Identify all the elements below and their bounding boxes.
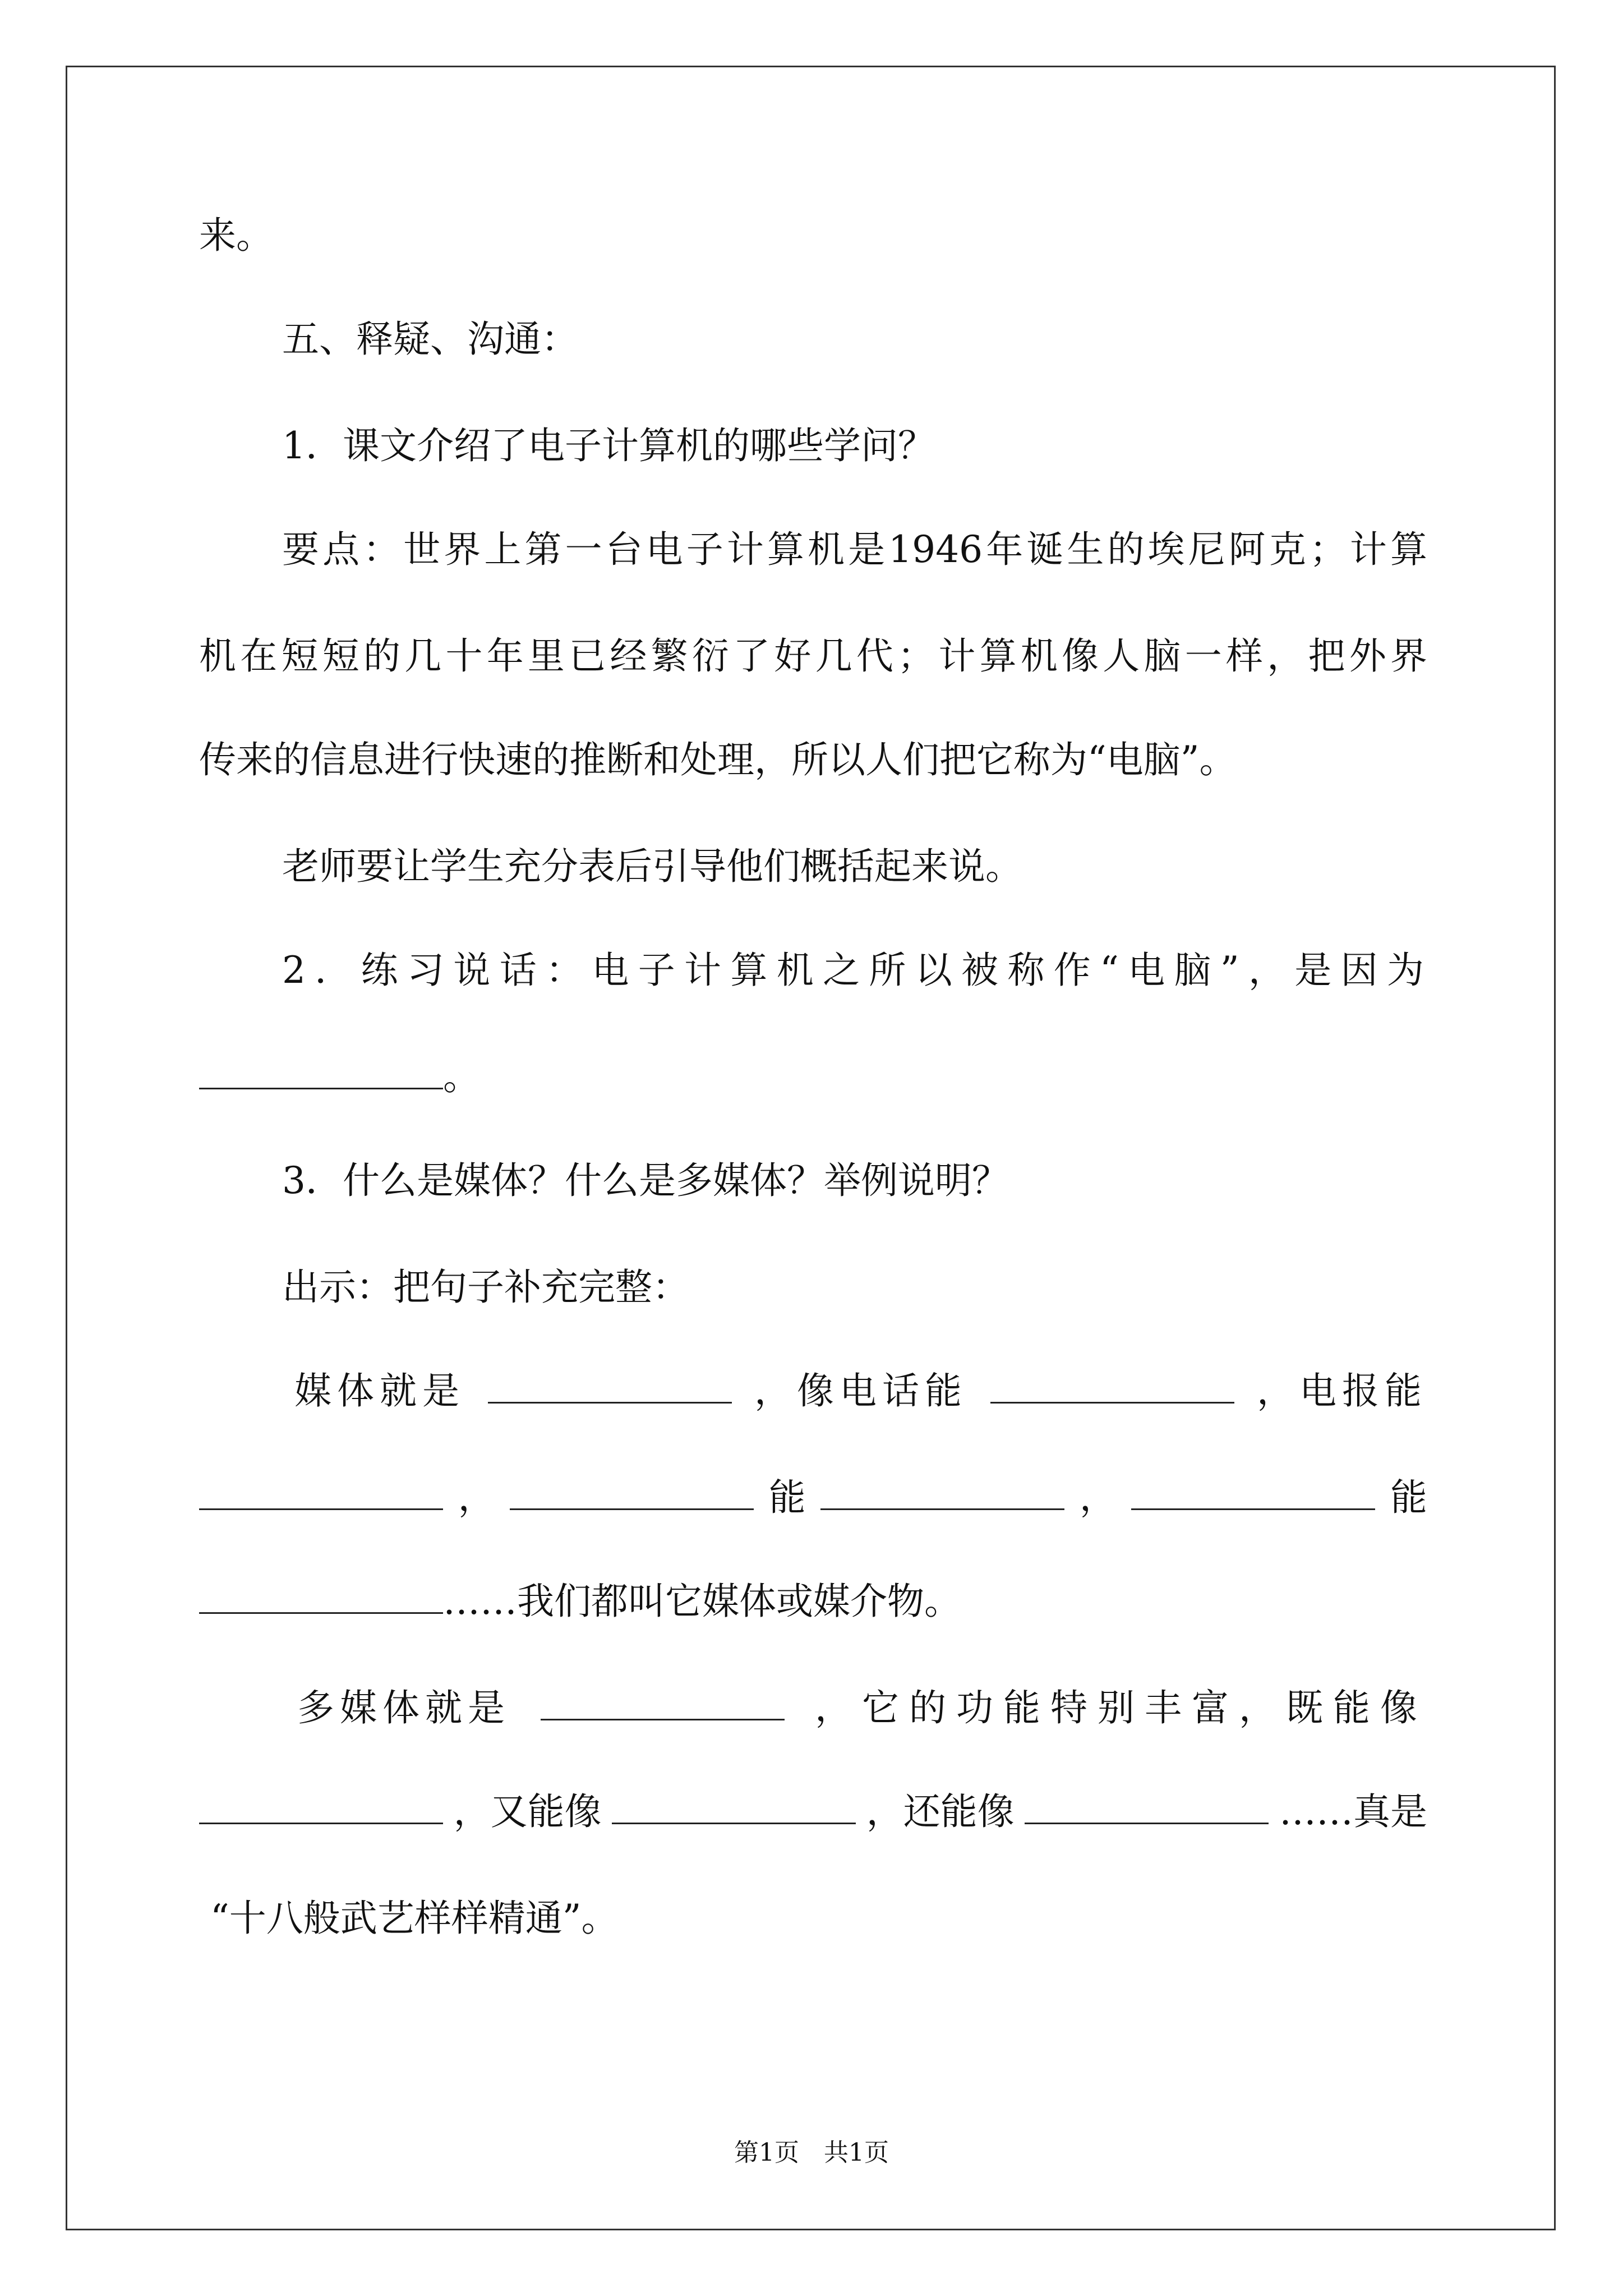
answer-blank[interactable]	[1131, 1476, 1375, 1510]
answer-blank[interactable]	[612, 1790, 856, 1824]
text-fragment: ，	[1079, 1476, 1117, 1519]
fill-line	[199, 1055, 1427, 1099]
answer-blank[interactable]	[541, 1686, 785, 1720]
text-line: 要点：世界上第一台电子计算机是1946年诞生的埃尼阿克；计算	[282, 528, 1427, 571]
text-line: 来。	[199, 214, 273, 257]
text-fragment: ……我们都叫它媒体或媒介物。	[443, 1580, 961, 1623]
text-line: “十八般武艺样样精通”。	[210, 1897, 619, 1940]
text-line: 老师要让学生充分表后引导他们概括起来说。	[282, 845, 1022, 888]
text-fragment: 多媒体就是	[297, 1686, 510, 1729]
text-fragment: ，还能像	[866, 1790, 1015, 1833]
text-line: 传来的信息进行快速的推断和处理，所以人们把它称为“电脑”。	[199, 738, 1237, 781]
answer-blank[interactable]	[820, 1476, 1064, 1510]
fill-line	[199, 1475, 1427, 1520]
instruction: 出示：把句子补充完整：	[282, 1266, 689, 1309]
answer-blank[interactable]	[1025, 1790, 1269, 1824]
text-fragment: ……真是	[1279, 1790, 1427, 1833]
text-fragment: ，它的功能特别丰富，既能像	[815, 1686, 1427, 1729]
fill-line	[294, 1369, 1427, 1414]
answer-blank[interactable]	[199, 1476, 443, 1510]
answer-blank[interactable]	[199, 1580, 443, 1614]
text-fragment: ，又能像	[453, 1790, 602, 1833]
text-fragment: 。	[443, 1055, 480, 1098]
text-fragment: 媒体就是	[294, 1369, 465, 1412]
text-fragment: ，	[458, 1476, 495, 1519]
answer-blank[interactable]	[990, 1369, 1234, 1404]
answer-blank[interactable]	[199, 1790, 443, 1824]
question-1: 1．课文介绍了电子计算机的哪些学问？	[282, 424, 935, 467]
section-heading: 五、释疑、沟通：	[282, 318, 578, 361]
text-fragment: ，像电话能	[754, 1369, 967, 1412]
fill-line	[297, 1686, 1427, 1731]
text-fragment: ，电报能	[1257, 1369, 1427, 1412]
text-line: 机在短短的几十年里已经繁衍了好几代；计算机像人脑一样，把外界	[199, 634, 1427, 678]
question-2: 2．练习说话：电子计算机之所以被称作“电脑”，是因为	[282, 949, 1427, 992]
fill-line	[199, 1789, 1427, 1834]
answer-blank[interactable]	[199, 1055, 443, 1089]
text-fragment: 能	[1390, 1476, 1427, 1519]
answer-blank[interactable]	[510, 1476, 754, 1510]
answer-blank[interactable]	[488, 1369, 732, 1404]
question-3: 3．什么是媒体？什么是多媒体？举例说明？	[282, 1159, 1009, 1202]
page-number-footer: 第1页 共1页	[734, 2138, 889, 2167]
text-fragment: 能	[768, 1476, 806, 1519]
fill-line	[199, 1579, 1427, 1624]
